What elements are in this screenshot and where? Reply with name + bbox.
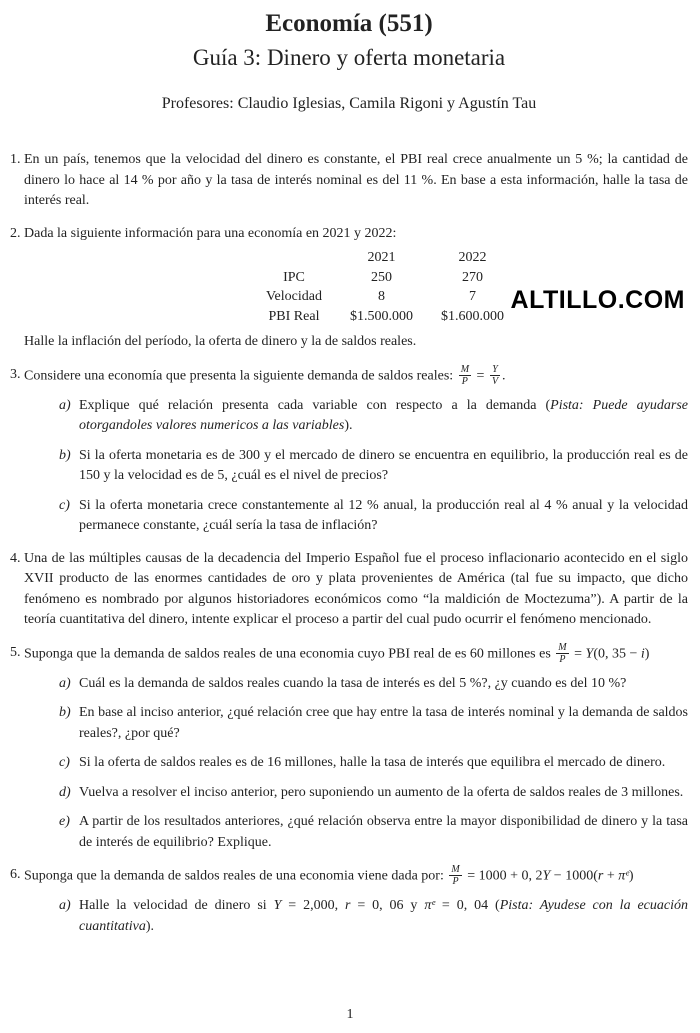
guide-title: Guía 3: Dinero y oferta monetaria bbox=[192, 45, 506, 70]
sub-item-a bbox=[59, 674, 688, 695]
question-number: 6. bbox=[10, 867, 21, 882]
year-header: 2021 bbox=[367, 250, 396, 265]
sub-text: Si la oferta monetaria crece constantemente al 12 % anual, la producción real al 4 % anual y la velocidad permanece constante, ¿cuál sería la tasa de inflación? bbox=[79, 497, 688, 533]
math-variable: i bbox=[640, 646, 645, 662]
fraction-denominator: P bbox=[452, 876, 459, 887]
question-number: 5. bbox=[10, 644, 21, 660]
sub-text bbox=[79, 396, 688, 437]
page-number: 1 bbox=[346, 1007, 354, 1022]
text-segment: = 0, 06 y bbox=[350, 898, 425, 913]
math-variable: r bbox=[344, 898, 351, 913]
formula-segment: ) bbox=[644, 646, 650, 662]
question-number: 4. bbox=[10, 550, 21, 566]
fraction-numerator: M bbox=[460, 363, 470, 375]
question-6 bbox=[10, 865, 688, 937]
question-body bbox=[24, 643, 688, 854]
fraction-mp bbox=[556, 642, 568, 665]
question-text bbox=[24, 865, 688, 888]
fraction-yv bbox=[490, 364, 500, 387]
sub-text: A partir de los resultados anteriores, ¿qué relación observa entre la mayor disponibilidad de dinero y la tasa de interés de equilibrio? Explique. bbox=[79, 814, 688, 850]
question-text bbox=[24, 643, 688, 666]
text-segment: ). bbox=[145, 918, 155, 934]
question-list bbox=[10, 150, 688, 937]
economy-table bbox=[252, 248, 518, 326]
question-3 bbox=[10, 365, 688, 537]
formula-segment: (0, 35 − bbox=[593, 646, 641, 662]
hint-text: Pista: Ayudese con la ecuación cuantitativa bbox=[79, 898, 688, 934]
math-variable: Y bbox=[273, 898, 282, 913]
math-variable: πᵉ bbox=[618, 868, 629, 884]
question-text: Dada la siguiente información para una economía en 2021 y 2022: bbox=[24, 225, 397, 241]
sub-item-a bbox=[59, 896, 688, 937]
cell-value: $1.600.000 bbox=[440, 308, 504, 324]
altillo-watermark: ALTILLO.COM bbox=[510, 286, 685, 314]
row-label: IPC bbox=[283, 269, 305, 285]
text-segment: Explique qué relación presenta cada variable con respecto a la demanda ( bbox=[79, 397, 551, 413]
fraction-denominator: P bbox=[461, 375, 468, 387]
sub-items bbox=[24, 896, 688, 937]
text-segment: = 0, 04 ( bbox=[435, 898, 500, 913]
fraction-mp bbox=[449, 864, 461, 887]
cell-value: $1.500.000 bbox=[349, 308, 413, 324]
table-row bbox=[252, 268, 518, 288]
sub-item-b bbox=[59, 446, 688, 487]
question-body bbox=[24, 365, 688, 537]
sub-label: b) bbox=[59, 447, 71, 463]
sub-item-c bbox=[59, 753, 688, 774]
sub-item-a bbox=[59, 396, 688, 437]
sub-text bbox=[79, 896, 688, 937]
question-text: Halle la inflación del período, la oferta de dinero y la de saldos reales. bbox=[24, 334, 417, 349]
fraction-numerator: M bbox=[451, 864, 460, 875]
sub-text: Vuelva a resolver el inciso anterior, pero suponiendo un aumento de la oferta de saldos reales de 3 millones. bbox=[79, 784, 684, 800]
text-segment: Suponga que la demanda de saldos reales de una economia viene dada por: bbox=[24, 868, 448, 884]
sub-label: a) bbox=[59, 675, 71, 691]
empty-cell bbox=[252, 248, 336, 268]
fraction-numerator: Y bbox=[490, 364, 500, 376]
document-header bbox=[10, 10, 688, 113]
question-number: 2. bbox=[10, 225, 21, 241]
cell-value: 8 bbox=[377, 289, 385, 304]
formula-segment: = 1000 + 0, 2 bbox=[463, 868, 543, 884]
math-variable: πᵉ bbox=[424, 898, 436, 913]
question-text: En un país, tenemos que la velocidad del dinero es constante, el PBI real crece anualmente un 5 %; la cantidad de dinero lo hace al 14 % por año y la tasa de interés nominal es del 11 %. En base a esta información, halle la tasa de interés real. bbox=[24, 152, 688, 208]
question-5 bbox=[10, 643, 688, 854]
sub-item-e bbox=[59, 812, 688, 853]
equals-sign: = bbox=[570, 646, 586, 662]
year-header: 2022 bbox=[458, 250, 487, 265]
text-segment: Halle la velocidad de dinero si bbox=[79, 898, 274, 913]
row-label: Velocidad bbox=[266, 289, 322, 304]
text-segment: ). bbox=[344, 418, 353, 433]
fraction-denominator: V bbox=[491, 375, 499, 387]
hint-text: Pista: Puede ayudarse otorgandoles valores numericos a las variables bbox=[79, 397, 689, 433]
question-text bbox=[24, 365, 688, 388]
question-number: 1. bbox=[10, 152, 21, 167]
math-variable: Y bbox=[585, 646, 594, 662]
table-header-row bbox=[252, 248, 518, 268]
cell-value: 270 bbox=[461, 269, 483, 285]
sub-item-d bbox=[59, 783, 688, 804]
sub-text: Si la oferta de saldos reales es de 16 millones, halle la tasa de interés que equilibra el mercado de dinero. bbox=[79, 755, 666, 770]
sub-label: d) bbox=[59, 784, 71, 800]
question-text: Una de las múltiples causas de la decadencia del Imperio Español fue el proceso inflacionario acontecido en el siglo XVII producto de las enormes cantidades de oro y plata provenientes de América (tal fue su impacto, que dicho fenómeno es nombrado por algunos historiadores económicos como “la maldición de Moctezuma”). A partir de la teoría cuantitativa del dinero, intente explicar el proceso a partir del cual pudo ocurrir el fenómeno mencionado. bbox=[24, 550, 688, 627]
sub-label: a) bbox=[59, 898, 71, 913]
sub-items bbox=[24, 674, 688, 854]
text-segment: . bbox=[502, 368, 506, 384]
text-segment: Considere una economía que presenta la siguiente demanda de saldos reales: bbox=[24, 368, 457, 384]
sub-text: Cuál es la demanda de saldos reales cuando la tasa de interés es del 5 %?, ¿y cuando es del 10 %? bbox=[79, 675, 627, 691]
sub-item-b bbox=[59, 703, 688, 744]
question-body bbox=[24, 865, 688, 937]
fraction-mp bbox=[459, 364, 471, 387]
sub-label: e) bbox=[59, 814, 70, 829]
math-variable: r bbox=[597, 868, 604, 884]
formula-segment: − 1000( bbox=[550, 868, 598, 884]
sub-text: En base al inciso anterior, ¿qué relación cree que hay entre la tasa de interés nominal y la demanda de saldos reales?, ¿por qué? bbox=[79, 705, 688, 741]
sub-item-c bbox=[59, 496, 688, 537]
formula-segment: + bbox=[603, 868, 619, 884]
fraction-numerator: M bbox=[558, 641, 567, 653]
formula-segment: ) bbox=[628, 868, 634, 884]
question-4 bbox=[10, 549, 688, 631]
text-segment: Suponga que la demanda de saldos reales de una economia cuyo PBI real de es 60 millones es bbox=[24, 646, 555, 662]
sub-label: c) bbox=[59, 755, 70, 770]
question-number: 3. bbox=[10, 366, 21, 382]
professors-line: Profesores: Claudio Iglesias, Camila Rigoni y Agustín Tau bbox=[161, 95, 537, 112]
question-1 bbox=[10, 150, 688, 212]
sub-text: Si la oferta monetaria es de 300 y el mercado de dinero se encuentra en equilibrio, la producción real es de 150 y la velocidad es de 5, ¿cuál es el nivel de precios? bbox=[79, 447, 688, 483]
sub-items bbox=[24, 396, 688, 537]
sub-label: a) bbox=[59, 397, 71, 413]
fraction-denominator: P bbox=[559, 653, 566, 665]
sub-label: b) bbox=[59, 705, 71, 720]
row-label: PBI Real bbox=[268, 308, 320, 324]
table-row bbox=[252, 307, 518, 327]
equals-sign: = bbox=[473, 368, 488, 384]
course-title: Economía (551) bbox=[265, 10, 433, 37]
table-row bbox=[252, 287, 518, 307]
cell-value: 7 bbox=[468, 289, 476, 304]
text-segment: = 2,000, bbox=[281, 898, 345, 913]
math-variable: Y bbox=[542, 868, 551, 884]
cell-value: 250 bbox=[370, 269, 392, 285]
sub-label: c) bbox=[59, 497, 70, 513]
